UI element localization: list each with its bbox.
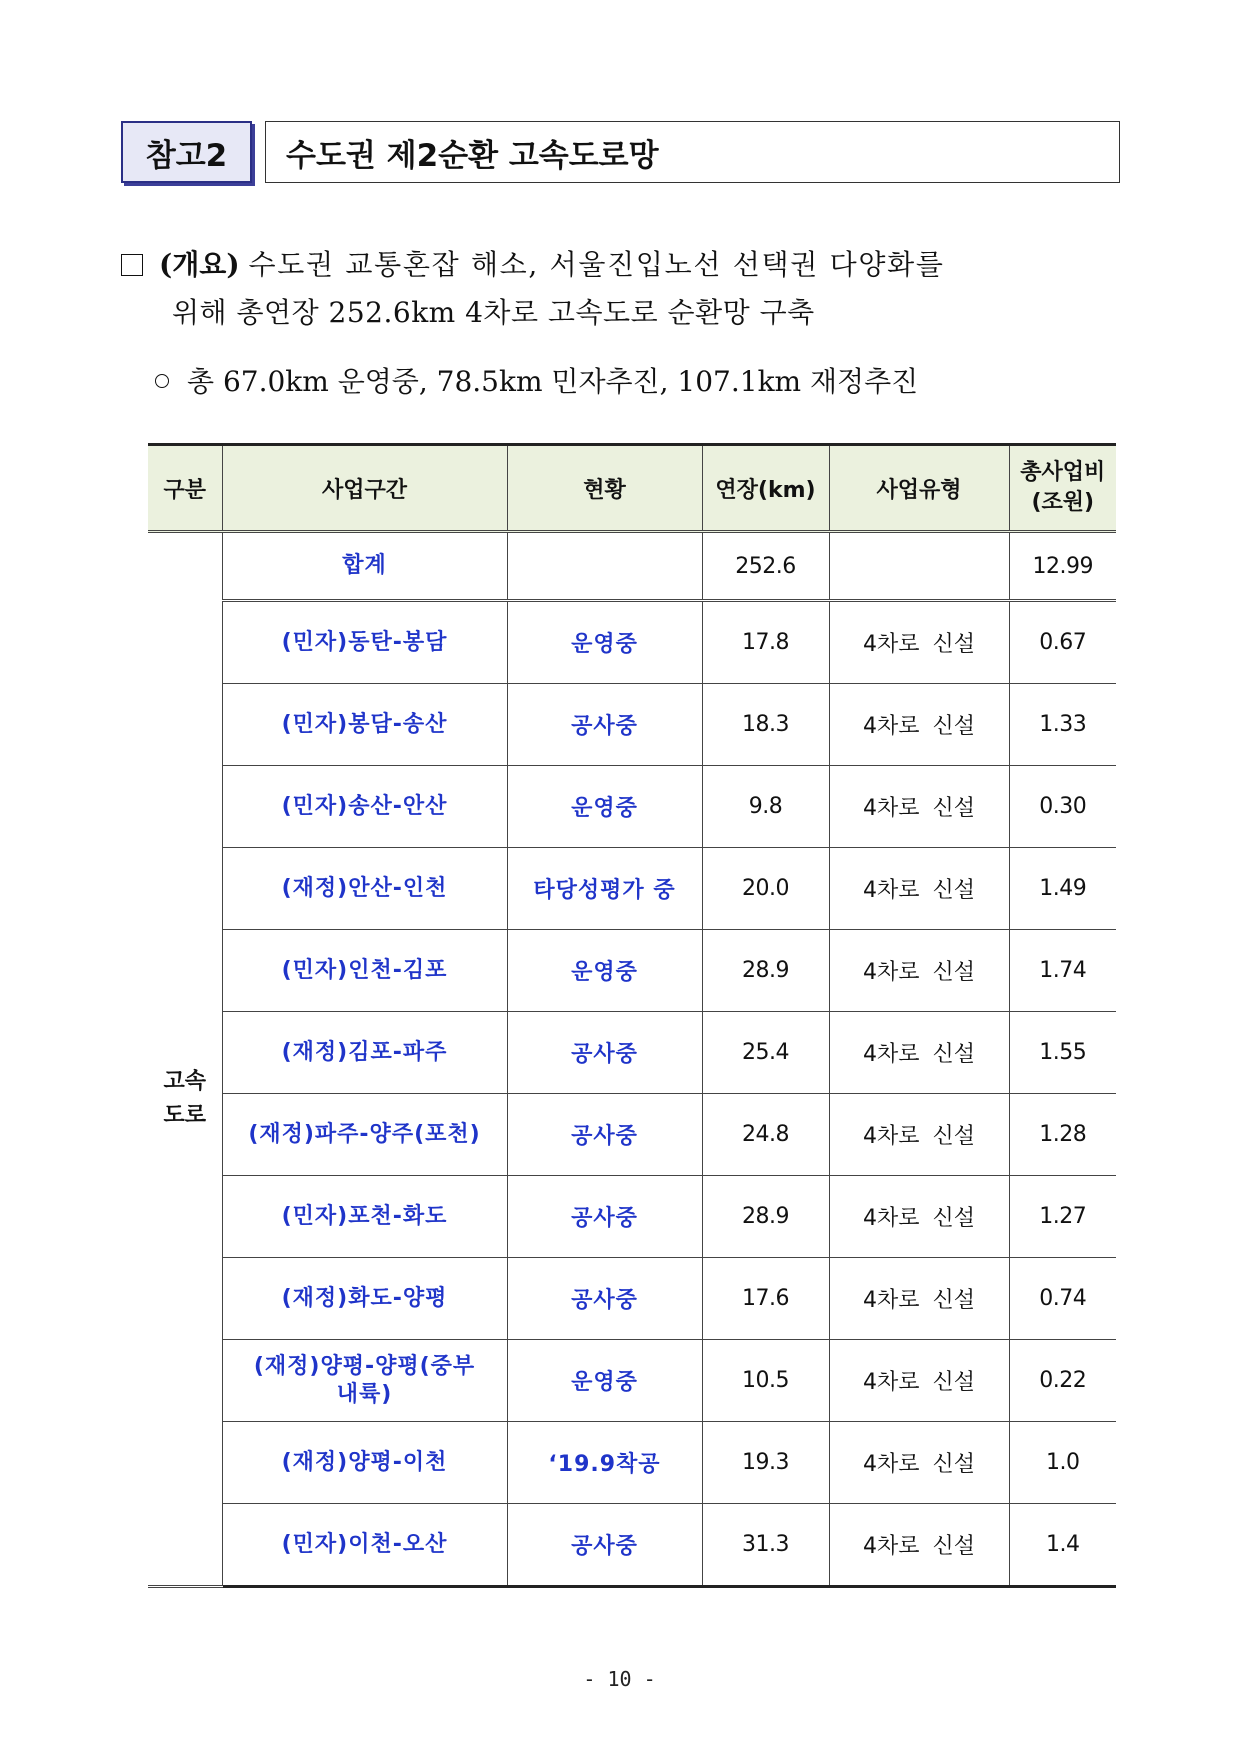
- type-cell: 4차로 신설: [829, 1176, 1009, 1258]
- status-cell: 공사중: [507, 1094, 702, 1176]
- reference-tag: 참고2: [121, 121, 252, 183]
- section-cell: (민자)동탄-봉담: [222, 601, 507, 684]
- section-cell: (민자)포천-화도: [222, 1176, 507, 1258]
- cost-cell: 0.30: [1009, 766, 1116, 848]
- table-row: [148, 1504, 1116, 1587]
- length-cell: 31.3: [702, 1504, 829, 1587]
- cost-cell: 1.33: [1009, 684, 1116, 766]
- overview-sub-text: 총 67.0km 운영중, 78.5km 민자추진, 107.1km 재정추진: [187, 365, 919, 398]
- category-cell: 고속 도로: [148, 532, 222, 1587]
- cost-cell: 1.4: [1009, 1504, 1116, 1587]
- type-cell: 4차로 신설: [829, 1504, 1009, 1587]
- section-cell: (재정)양평-양평(중부 내륙): [222, 1340, 507, 1422]
- type-cell: 4차로 신설: [829, 1012, 1009, 1094]
- table-row: [148, 766, 1116, 848]
- section-cell: (민자)인천-김포: [222, 930, 507, 1012]
- type-cell: 4차로 신설: [829, 1258, 1009, 1340]
- header-section: 사업구간: [222, 445, 507, 532]
- total-type: [829, 532, 1009, 601]
- cost-cell: 1.74: [1009, 930, 1116, 1012]
- type-cell: 4차로 신설: [829, 848, 1009, 930]
- section-cell: (민자)봉담-송산: [222, 684, 507, 766]
- cost-cell: 1.28: [1009, 1094, 1116, 1176]
- cost-cell: 1.55: [1009, 1012, 1116, 1094]
- status-cell: ‘19.9착공: [507, 1422, 702, 1504]
- status-cell: 운영중: [507, 766, 702, 848]
- total-row: [148, 532, 1116, 601]
- section-cell: (재정)안산-인천: [222, 848, 507, 930]
- cost-cell: 1.49: [1009, 848, 1116, 930]
- status-cell: 타당성평가 중: [507, 848, 702, 930]
- total-cost: 12.99: [1009, 532, 1116, 601]
- table-row: [148, 848, 1116, 930]
- section-cell: (민자)이천-오산: [222, 1504, 507, 1587]
- status-cell: 공사중: [507, 1176, 702, 1258]
- status-cell: 공사중: [507, 1012, 702, 1094]
- table-row: [148, 601, 1116, 684]
- cost-cell: 1.0: [1009, 1422, 1116, 1504]
- length-cell: 17.6: [702, 1258, 829, 1340]
- status-cell: 운영중: [507, 1340, 702, 1422]
- type-cell: 4차로 신설: [829, 930, 1009, 1012]
- length-cell: 10.5: [702, 1340, 829, 1422]
- length-cell: 28.9: [702, 930, 829, 1012]
- status-cell: 운영중: [507, 930, 702, 1012]
- length-cell: 19.3: [702, 1422, 829, 1504]
- table-row: [148, 1012, 1116, 1094]
- section-cell: (재정)김포-파주: [222, 1012, 507, 1094]
- header-cost: 총사업비 (조원): [1009, 445, 1116, 532]
- table-row: [148, 1258, 1116, 1340]
- length-cell: 20.0: [702, 848, 829, 930]
- section-cell: (재정)화도-양평: [222, 1258, 507, 1340]
- header-type: 사업유형: [829, 445, 1009, 532]
- section-cell: (재정)양평-이천: [222, 1422, 507, 1504]
- header-length: 연장(km): [702, 445, 829, 532]
- cost-cell: 0.67: [1009, 601, 1116, 684]
- length-cell: 24.8: [702, 1094, 829, 1176]
- cost-cell: 0.74: [1009, 1258, 1116, 1340]
- header-category: 구분: [148, 445, 222, 532]
- length-cell: 18.3: [702, 684, 829, 766]
- overview-label: (개요): [159, 248, 240, 281]
- overview-text-1: 수도권 교통혼잡 해소, 서울진입노선 선택권 다양화를: [248, 248, 945, 281]
- total-status: [507, 532, 702, 601]
- status-cell: 공사중: [507, 1504, 702, 1587]
- cost-cell: 0.22: [1009, 1340, 1116, 1422]
- type-cell: 4차로 신설: [829, 766, 1009, 848]
- overview-subitem: [155, 360, 918, 400]
- type-cell: 4차로 신설: [829, 684, 1009, 766]
- length-cell: 28.9: [702, 1176, 829, 1258]
- total-label: 합계: [222, 532, 507, 601]
- total-length: 252.6: [702, 532, 829, 601]
- length-cell: 17.8: [702, 601, 829, 684]
- table-row: [148, 1094, 1116, 1176]
- status-cell: 공사중: [507, 684, 702, 766]
- table-row: [148, 1176, 1116, 1258]
- overview-line-2: 위해 총연장 252.6km 4차로 고속도로 순환망 구축: [172, 296, 815, 329]
- table-row: [148, 684, 1116, 766]
- length-cell: 25.4: [702, 1012, 829, 1094]
- cost-cell: 1.27: [1009, 1176, 1116, 1258]
- overview-line-1: [121, 243, 945, 283]
- type-cell: 4차로 신설: [829, 601, 1009, 684]
- expressway-table: [148, 443, 1116, 1588]
- page-title: 수도권 제2순환 고속도로망: [265, 121, 1120, 183]
- section-cell: (민자)송산-안산: [222, 766, 507, 848]
- length-cell: 9.8: [702, 766, 829, 848]
- type-cell: 4차로 신설: [829, 1340, 1009, 1422]
- status-cell: 공사중: [507, 1258, 702, 1340]
- table-row: [148, 1422, 1116, 1504]
- type-cell: 4차로 신설: [829, 1422, 1009, 1504]
- header-status: 현황: [507, 445, 702, 532]
- section-cell: (재정)파주-양주(포천): [222, 1094, 507, 1176]
- checkbox-square-icon: [121, 254, 143, 276]
- page-number: - 10 -: [583, 1667, 656, 1691]
- table-header-row: [148, 445, 1116, 532]
- table-row: [148, 930, 1116, 1012]
- table-row: [148, 1340, 1116, 1422]
- circle-bullet-icon: [155, 374, 169, 388]
- type-cell: 4차로 신설: [829, 1094, 1009, 1176]
- status-cell: 운영중: [507, 601, 702, 684]
